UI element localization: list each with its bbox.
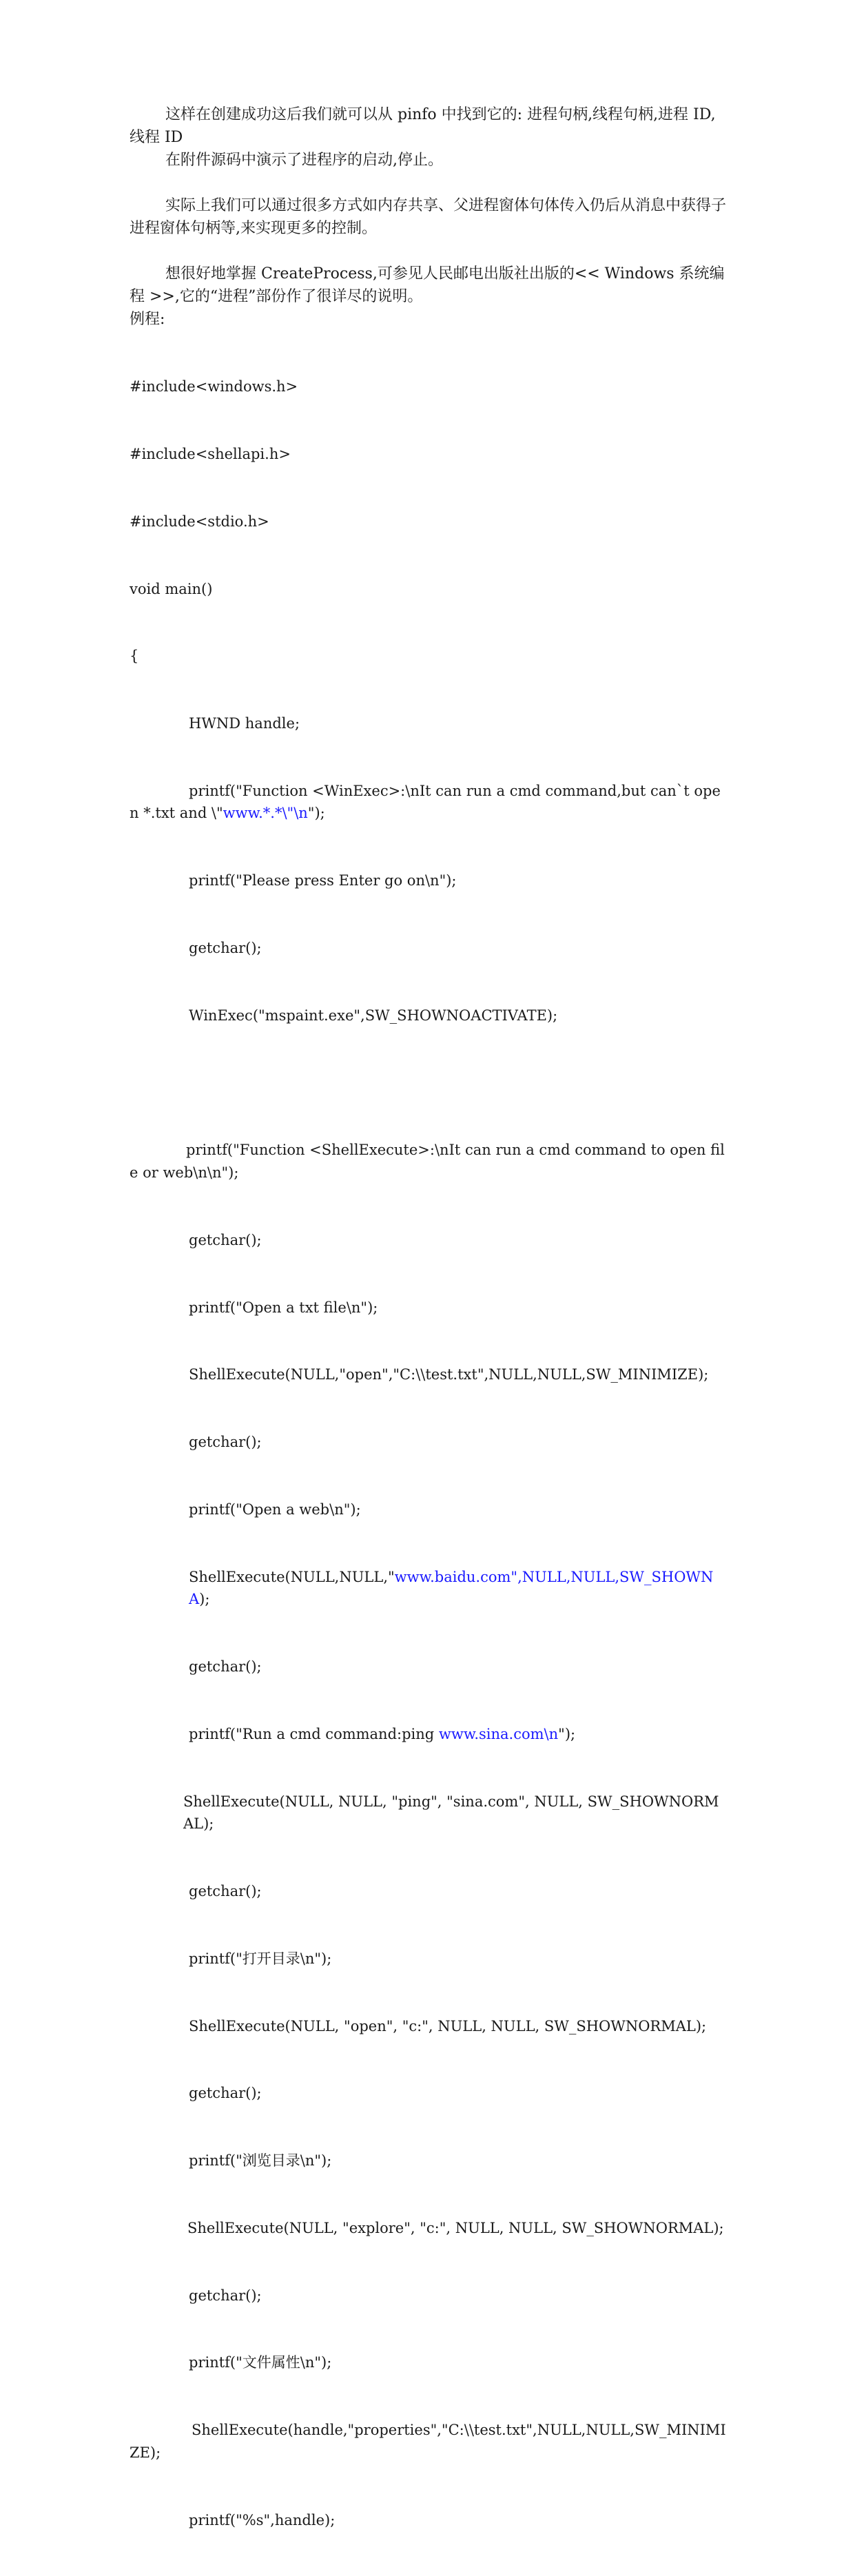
code-line: getchar(); xyxy=(189,1882,262,1899)
code-blank-line xyxy=(130,1072,729,1095)
code-line: getchar(); xyxy=(189,940,262,957)
code-line: printf("Open a web\n"); xyxy=(189,1501,361,1518)
code-link-fragment: www.*.*\"\n xyxy=(223,805,308,822)
code-line: ShellExecute(NULL, "explore", "c:", NULL, NULL, SW_SHOWNORMAL); xyxy=(187,2219,724,2236)
code-line: #include<stdio.h> xyxy=(130,513,269,530)
code-line xyxy=(130,780,729,825)
paragraph-spacer xyxy=(130,240,729,262)
code-line: #include<shellapi.h> xyxy=(130,445,291,462)
code-link-fragment: www.sina.com\n xyxy=(438,1725,559,1742)
document-body xyxy=(130,103,729,2576)
code-fragment: "); xyxy=(307,805,325,822)
code-line: ShellExecute(NULL, "open", "c:", NULL, NULL, SW_SHOWNORMAL); xyxy=(189,2017,707,2034)
code-fragment: ShellExecute(handle,"properties","C:\\test.txt",NULL,NULL,SW_MINIMIZE); xyxy=(130,2422,726,2461)
example-label: 例程: xyxy=(130,311,165,328)
code-line: getchar(); xyxy=(189,2287,262,2304)
code-line: getchar(); xyxy=(189,2085,262,2102)
code-line xyxy=(130,1723,729,1746)
code-line: getchar(); xyxy=(189,1658,262,1676)
code-fragment: printf("Run a cmd command:ping xyxy=(189,1725,439,1742)
code-line xyxy=(130,1139,729,1184)
code-line: WinExec("mspaint.exe",SW_SHOWNOACTIVATE); xyxy=(189,1007,558,1024)
paragraph-attachment-demo: 在附件源码中演示了进程序的启动,停止。 xyxy=(165,152,443,169)
paragraph-spacer xyxy=(130,172,729,194)
code-fragment: ); xyxy=(199,1591,210,1608)
code-line: getchar(); xyxy=(189,1231,262,1248)
code-line: void main() xyxy=(130,580,213,597)
code-fragment: "); xyxy=(558,1725,576,1742)
code-line xyxy=(130,1566,729,1611)
code-line: printf("文件属性\n"); xyxy=(189,2354,332,2371)
code-fragment: ShellExecute(NULL,NULL," xyxy=(189,1568,395,1585)
code-line xyxy=(130,2419,729,2464)
code-line: getchar(); xyxy=(189,1434,262,1451)
paragraph-process-handles: 这样在创建成功这后我们就可以从 pinfo 中找到它的: 进程句柄,线程句柄,进程 ID,线程 ID xyxy=(130,106,716,146)
code-line: #include<windows.h> xyxy=(130,378,298,395)
code-line: ShellExecute(NULL,"open","C:\\test.txt",NULL,NULL,SW_MINIMIZE); xyxy=(189,1366,709,1383)
code-link-fragment: www.baidu.com",NULL,NULL,SW_SHOWNA xyxy=(189,1568,714,1608)
code-fragment: printf("Function <WinExec>:\nIt can run a cmd command,but can`t open *.txt and \" xyxy=(130,782,721,822)
code-line: HWND handle; xyxy=(189,715,300,732)
code-line: printf("打开目录\n"); xyxy=(189,1950,332,1967)
code-line: printf("浏览目录\n"); xyxy=(189,2152,332,2170)
code-fragment: printf("Function <ShellExecute>:\nIt can run a cmd command to open file or web\n\n"); xyxy=(130,1142,725,1181)
code-line: { xyxy=(130,648,139,665)
code-listing xyxy=(130,331,729,2576)
paragraph-control-methods: 实际上我们可以通过很多方式如内存共享、父进程窗体句体传入仍后从消息中获得子进程窗体句柄等,来实现更多的控制。 xyxy=(130,197,727,237)
code-line: printf("Open a txt file\n"); xyxy=(189,1299,378,1316)
code-line: printf("Please press Enter go on\n"); xyxy=(189,872,457,889)
code-line: ShellExecute(NULL, NULL, "ping", "sina.com", NULL, SW_SHOWNORMAL); xyxy=(183,1793,719,1833)
code-line: printf("%s",handle); xyxy=(189,2511,336,2528)
paragraph-createprocess-reference: 想很好地掌握 CreateProcess,可参见人民邮电出版社出版的<< Windows 系统编程 >>,它的“进程”部份作了很详尽的说明。 xyxy=(130,265,725,305)
